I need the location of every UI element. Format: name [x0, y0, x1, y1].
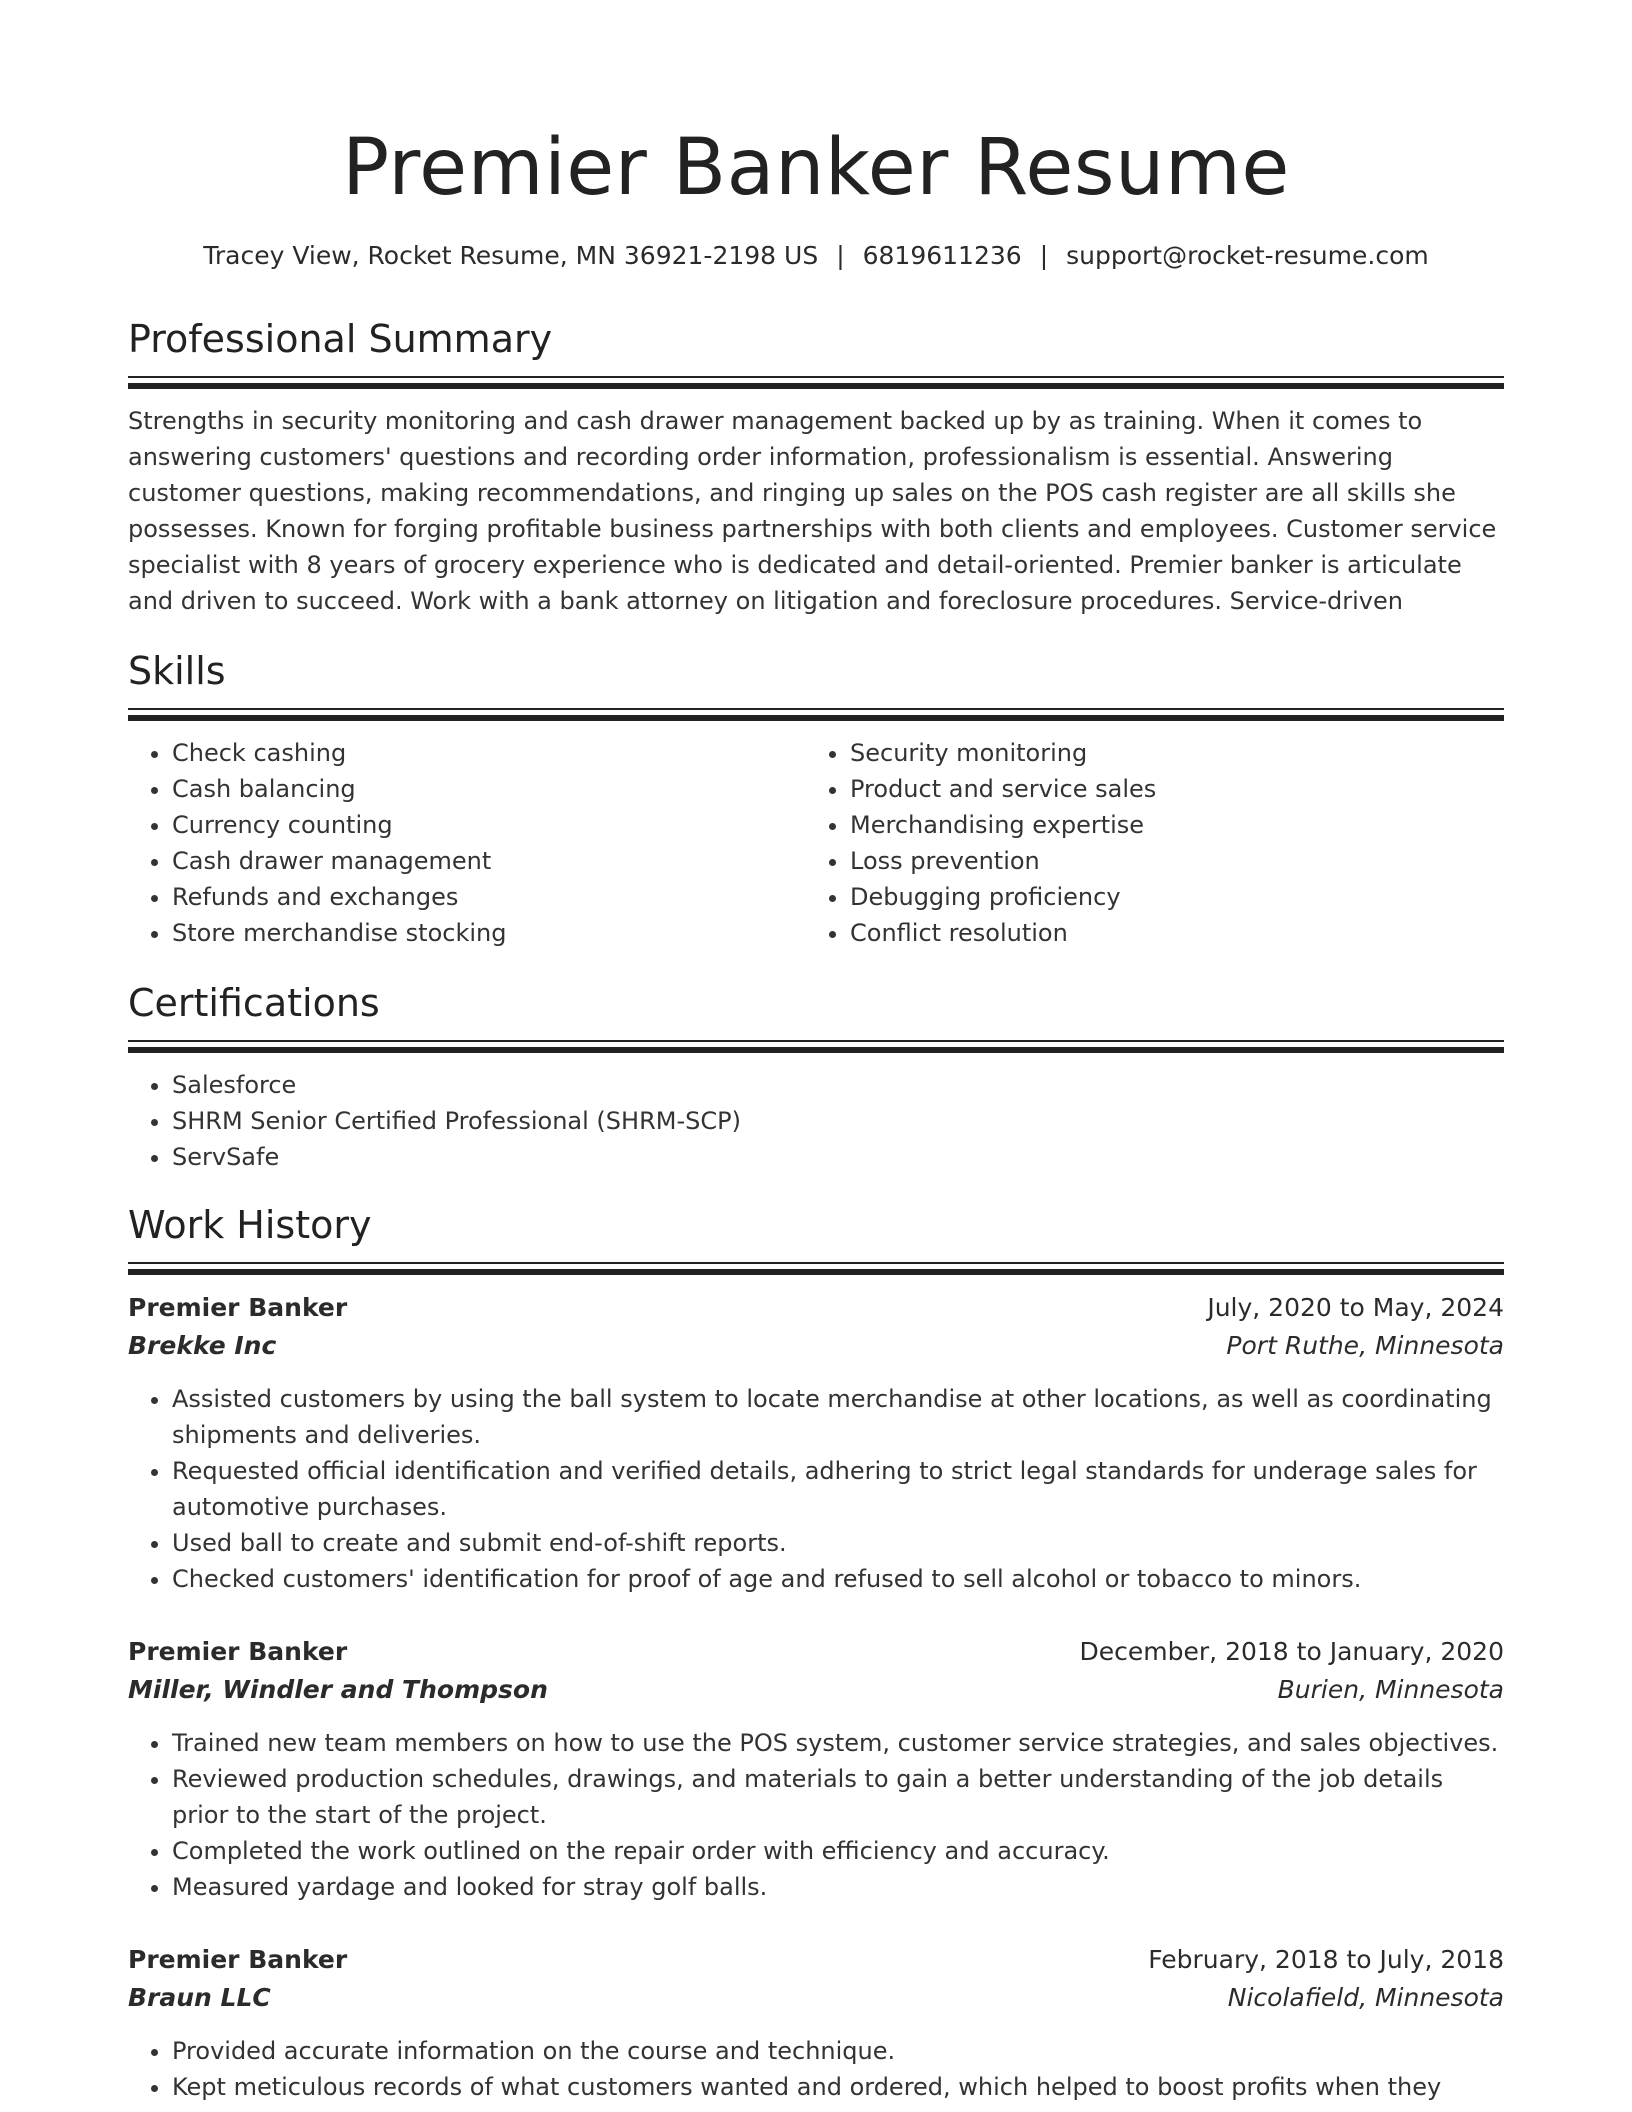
job-dates: July, 2020 to May, 2024 — [1207, 1293, 1504, 1322]
job-company: Brekke Inc — [128, 1331, 277, 1360]
skill-item: • Refunds and exchanges — [172, 879, 806, 915]
skill-item: • Loss prevention — [850, 843, 1484, 879]
job-company: Braun LLC — [128, 1983, 271, 2012]
skill-item: • Debugging proficiency — [850, 879, 1484, 915]
job-dates: December, 2018 to January, 2020 — [1079, 1637, 1504, 1666]
job-duty: • Assisted customers by using the ball system to locate merchandise at other locations, as well as coordinating shipments and deliveries. — [172, 1381, 1504, 1453]
work-history-heading: Work History — [128, 1203, 372, 1247]
certification-item: • Salesforce — [172, 1067, 1504, 1103]
job-duty: • Checked customers' identification for proof of age and refused to sell alcohol or tobacco to minors. — [172, 1561, 1504, 1597]
certifications-section — [128, 978, 1504, 1175]
resume-title: Premier Banker Resume — [342, 123, 1290, 213]
job-dates: February, 2018 to July, 2018 — [1148, 1945, 1504, 1974]
job-duty: • Requested official identification and verified details, adhering to strict legal standards for underage sales for automotive purchases. — [172, 1453, 1504, 1525]
skill-item: • Check cashing — [172, 735, 806, 771]
summary-heading: Professional Summary — [128, 317, 553, 361]
job-title: Premier Banker — [128, 1293, 348, 1322]
contact-phone: 6819611236 — [862, 241, 1022, 270]
section-rule-thick — [128, 1269, 1504, 1275]
section-rule — [128, 1262, 1504, 1264]
certification-item: • SHRM Senior Certified Professional (SHRM-SCP) — [172, 1103, 1504, 1139]
section-rule-thick — [128, 383, 1504, 389]
job-entry — [128, 1941, 1504, 2105]
contact-email: support@rocket-resume.com — [1066, 241, 1429, 270]
skill-item: • Cash balancing — [172, 771, 806, 807]
skills-section — [128, 646, 1504, 951]
job-duties-list — [128, 1381, 1504, 1597]
skill-item: • Currency counting — [172, 807, 806, 843]
job-title: Premier Banker — [128, 1945, 348, 1974]
contact-separator: | — [836, 241, 845, 270]
job-company: Miller, Windler and Thompson — [128, 1675, 548, 1704]
contact-line — [128, 238, 1504, 274]
skill-item: • Security monitoring — [850, 735, 1484, 771]
job-entry — [128, 1289, 1504, 1597]
skills-list-right — [806, 735, 1484, 951]
job-title: Premier Banker — [128, 1637, 348, 1666]
job-location: Burien, Minnesota — [1277, 1675, 1504, 1704]
contact-address: Tracey View, Rocket Resume, MN 36921-2198 US — [203, 241, 819, 270]
job-duty: • Reviewed production schedules, drawings, and materials to gain a better understanding of the job details prior to the start of the project. — [172, 1761, 1504, 1833]
skills-heading: Skills — [128, 649, 226, 693]
job-duty: • Used ball to create and submit end-of-shift reports. — [172, 1525, 1504, 1561]
certification-item: • ServSafe — [172, 1139, 1504, 1175]
certifications-list — [128, 1067, 1504, 1175]
job-duty: • Measured yardage and looked for stray golf balls. — [172, 1869, 1504, 1905]
job-location: Port Ruthe, Minnesota — [1226, 1331, 1504, 1360]
skills-columns — [128, 735, 1504, 951]
certifications-heading: Certifications — [128, 981, 380, 1025]
job-duties-list — [128, 1725, 1504, 1905]
job-duty: • Provided accurate information on the course and technique. — [172, 2033, 1504, 2069]
job-duty: • Trained new team members on how to use the POS system, customer service strategies, and sales objectives. — [172, 1725, 1504, 1761]
skill-item: • Conflict resolution — [850, 915, 1484, 951]
skill-item: • Cash drawer management — [172, 843, 806, 879]
job-duties-list — [128, 2033, 1504, 2105]
skills-list-left — [128, 735, 806, 951]
job-duty: • Completed the work outlined on the repair order with efficiency and accuracy. — [172, 1833, 1504, 1869]
job-location: Nicolafield, Minnesota — [1227, 1983, 1504, 2012]
skill-item: • Product and service sales — [850, 771, 1484, 807]
skill-item: • Store merchandise stocking — [172, 915, 806, 951]
summary-text: Strengths in security monitoring and cash drawer management backed up by as training. When it comes to answering customers' questions and recording order information, professionalism is essential. Answering customer questions, making recommendations, and ringing up sales on the POS cash register are all skills she possesses. Known for forging profitable business partnerships with both clients and employees. Customer service specialist with 8 years of grocery experience who is dedicated and detail-oriented. Premier banker is articulate and driven to succeed. Work with a bank attorney on litigation and foreclosure procedures. Service-driven — [128, 407, 1497, 615]
section-rule — [128, 708, 1504, 710]
section-rule — [128, 1040, 1504, 1042]
section-rule-thick — [128, 715, 1504, 721]
job-duty: • Kept meticulous records of what customers wanted and ordered, which helped to boost profits when they — [172, 2069, 1504, 2105]
work-history-section — [128, 1200, 1504, 2105]
skill-item: • Merchandising expertise — [850, 807, 1484, 843]
job-entry — [128, 1633, 1504, 1905]
contact-separator: | — [1039, 241, 1049, 270]
section-rule — [128, 376, 1504, 378]
summary-section — [128, 314, 1504, 619]
section-rule-thick — [128, 1047, 1504, 1053]
